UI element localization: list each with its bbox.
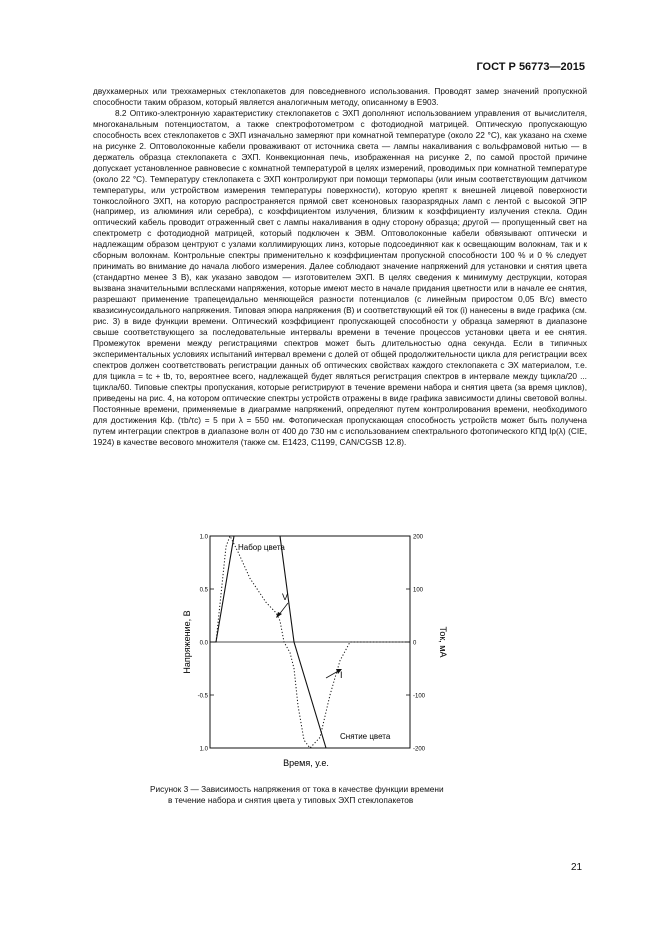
left-tick-label: 0.0 bbox=[199, 640, 208, 647]
right-tick-label: 0 bbox=[413, 640, 417, 647]
right-tick-label: 100 bbox=[413, 587, 424, 594]
chart-svg bbox=[178, 528, 468, 778]
right-axis-ticks bbox=[406, 535, 426, 753]
y-right-label: Ток, мА bbox=[438, 626, 448, 658]
y-left-label: Напряжение, В bbox=[182, 610, 192, 674]
v-arrow-head bbox=[276, 612, 282, 618]
left-tick-label: 1.0 bbox=[199, 746, 208, 753]
right-tick-label: -200 bbox=[413, 746, 426, 753]
paragraph-8-2: 8.2 Оптико-электронную характеристику стеклопакетов с ЭХП дополняют использованием управления от вычислителя, многоканальным потенциостатом, а также спектрофотометром с фотодиодной матрицей. Оптическую пропускающую способность всех стеклопакетов с ЭХП изначально замеряют при комнатной температуре (около 22 °С), как указано на схеме на рисунке 2. Оптоволоконные кабели проваживают от источника света — лампы накаливания с вольфрамовой нитью — в держатель образца стеклопакета с ЭХП. Конвекционная печь, изображенная на рисунке 2, по самой простой причине допускает установленное равновесие с комнатной температурой в целях измерений, проводимых при комнатной температуре (около 22 °С). Температуру стеклопакета с ЭХП контролируют при помощи термопары (или иным соответствующим датчиком температуры, или устройством измерения температуры поверхности), которую крепят к внешней лицевой поверхности тонкослойного ЭХП, на которую распространяется прямой свет ксеноновых газоразрядных ламп с лентой с высокой ЭПР (например, из алюминия или серебра), с коэффициентом излучения, близким к коэффициенту излучения стекла. Один оптический кабель проводит отраженный свет с лампы накаливания в одну сторону образца; другой — пропущенный свет на спектрометр с фотодиодной матрицей, который подключен к ЭВМ. Оптоволоконные кабели обвязывают оптически и надлежащим образом центруют с узлами коллимирующих линз, которые подсоединяют как к освещающим волокнам, так и к сборным волокнам. Контрольные спектры применительно к коэффициентам пропускной способности 100 % и 0 % следует принимать во внимание до начала любого измерения. Далее соблюдают значение напряжений для установки и снятия цвета (стандартно менее 3 В), как указано заводом — изготовителем ЭХП. В целях сведения к минимуму деструкции, которая вызвана значительными всплесками напряжения, которые имеют место в начале придания цветности или в начале ее снятия, разрешают применение трапецеидально меняющейся разности потенциалов (с линейным приростом 0,05 В/с) вместо квазисинусоидального напряжения. Типовая эпюра напряжения (В) и соответствующий ей ток (i) нанесены в виде графика (см. рис. 3) в виде функции времени. Оптический коэффициент пропускающей способности у образца замеряют в диапазоне свыше соответствующего за последовательные интервалы времени в течение процессов установки цвета и ее снятия. Промежуток времени между регистрациями спектров может быть длительностью одна секунда. Если в типичных экспериментальных условиях испытаний интервал времени с долей от общей продолжительности цикла для регистрации всех спектров должен соответствовать регистрации данных об оптических свойствах каждого стеклопакета с ЭХ материалом, т.е. для tцикла = tс + tb, то, вероятнее всего, надлежащей будет являться регистрация спектров в интервале между tцикла/20 ... tцикла/60. Типовые спектры пропускания, которые регистрируют в течение времени набора и снятия цвета (за время циклов), приведены на рис. 4, на котором оптические спектры устройств отражены в виде графика зависимости длины световой волны. Постоянные времени, применяемые в диаграмме напряжений, определяют путем контролирования времени, необходимого для достижения Кф. (τb/τc) = 5 при λ = 550 нм. Фотопическая пропускающая способность устройств может быть получена путем интеграции спектров в диапазоне волн от 400 до 730 нм с использованием спектрального фотопического КПД Iр(λ) (CIE, 1924) в качестве весового множителя (также см. E1423, C1199, CAN/CGSB 12.8). bbox=[93, 107, 587, 447]
x-label: Время, у.е. bbox=[283, 758, 329, 768]
figure-caption bbox=[150, 784, 570, 806]
right-tick-label: -100 bbox=[413, 693, 426, 700]
left-tick-label: 1.0 bbox=[199, 534, 208, 541]
left-tick-label: 0.5 bbox=[199, 587, 208, 594]
left-tick-label: -0.5 bbox=[197, 693, 208, 700]
paragraph-continuation: двухкамерных или трехкамерных стеклопакетов для повседневного использования. Проводят замер значений пропускной способности таким образом, который является аналогичным методу, описанному в E903. bbox=[93, 86, 587, 107]
document-code: ГОСТ Р 56773—2015 bbox=[476, 61, 585, 73]
figure-voltage-current bbox=[178, 528, 468, 778]
bleaching-label: Снятие цвета bbox=[340, 732, 391, 741]
body-text bbox=[93, 86, 587, 447]
caption-line-1: Рисунок 3 — Зависимость напряжения от тока в качестве функции времени bbox=[150, 784, 444, 794]
right-tick-label: 200 bbox=[413, 534, 424, 541]
i-label: I bbox=[340, 670, 343, 680]
caption-line-2: в течение набора и снятия цвета у типовых ЭХП стеклопакетов bbox=[168, 795, 414, 805]
page-number: 21 bbox=[571, 862, 583, 873]
v-label: V bbox=[282, 592, 289, 602]
left-axis-ticks bbox=[198, 535, 214, 753]
coloring-label: Набор цвета bbox=[238, 543, 285, 552]
